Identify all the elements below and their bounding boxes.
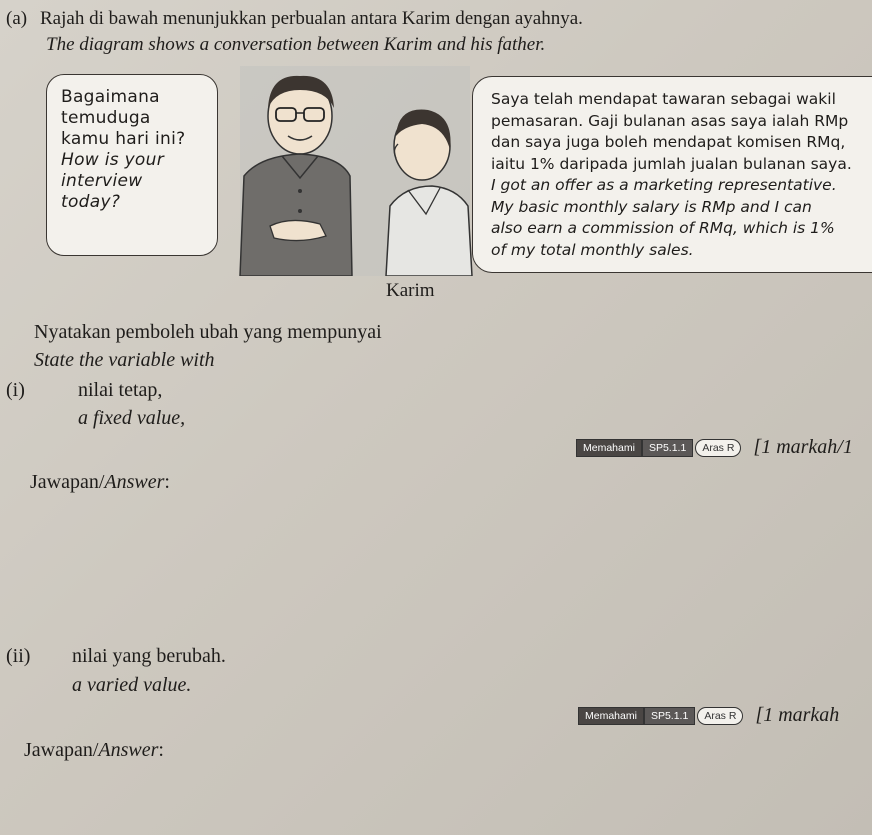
question-header [6, 6, 583, 58]
answer-label-malay: Jawapan/ [24, 739, 99, 761]
part-ii-malay: nilai yang berubah. [72, 645, 226, 667]
skill-tag: Memahami [576, 439, 642, 457]
father-speech-line: kamu hari ini? [61, 129, 186, 149]
karim-speech-line: of my total monthly sales. [491, 240, 694, 259]
father-speech-line: temuduga [61, 108, 151, 128]
part-i-marks: [1 markah/1 [753, 436, 853, 458]
question-label: (a) [6, 8, 28, 29]
karim-speech-bubble [472, 76, 872, 273]
standard-tag: SP5.1.1 [644, 707, 695, 725]
part-i-english: a fixed value, [78, 407, 186, 429]
karim-speech-line: I got an offer as a marketing representative. [491, 176, 837, 194]
answer-label-colon: : [164, 471, 170, 493]
karim-speech-line: iaitu 1% daripada jumlah jualan bulanan saya. [491, 154, 852, 173]
father-and-karim-illustration [200, 66, 490, 276]
part-ii-marks-row [578, 704, 839, 727]
karim-speech-line: Saya telah mendapat tawaran sebagai wakil [491, 90, 836, 108]
karim-speech-line: pemasaran. Gaji bulanan asas saya ialah RMp [491, 111, 849, 130]
level-tag: Aras R [695, 439, 741, 457]
part-i-answer-area[interactable] [30, 500, 850, 630]
answer-label-malay: Jawapan/ [30, 471, 105, 493]
father-speech-line: How is your [61, 150, 165, 170]
karim-caption: Karim [386, 280, 435, 301]
question-text-english: The diagram shows a conversation between Karim and his father. [46, 34, 546, 55]
part-ii-answer-area[interactable] [24, 768, 844, 828]
standard-tag: SP5.1.1 [642, 439, 693, 457]
instruction-malay: Nyatakan pemboleh ubah yang mempunyai [34, 321, 382, 343]
karim-speech-line: My basic monthly salary is RMp and I can [491, 197, 812, 216]
part-ii-english: a varied value. [72, 674, 192, 696]
karim-speech-line: dan saya juga boleh mendapat komisen RMq, [491, 133, 846, 151]
part-ii-marks: [1 markah [755, 704, 840, 726]
part-i-label: (i) [6, 379, 25, 401]
part-i-malay: nilai tetap, [78, 379, 163, 401]
part-ii-answer-label [24, 736, 164, 764]
part-ii-label: (ii) [6, 645, 31, 667]
father-speech-line: today? [61, 192, 121, 212]
answer-label-colon: : [158, 739, 164, 761]
karim-speech-line: also earn a commission of RMq, which is 1% [491, 219, 835, 237]
level-tag: Aras R [697, 707, 743, 725]
part-i-marks-row [576, 436, 853, 459]
answer-label-english: Answer [98, 739, 159, 761]
father-speech-line: interview [61, 171, 143, 191]
answer-label-english: Answer [104, 471, 165, 493]
part-i-answer-label [30, 468, 170, 496]
skill-tag: Memahami [578, 707, 644, 725]
instruction-english: State the variable with [34, 349, 215, 371]
question-text-malay: Rajah di bawah menunjukkan perbualan antara Karim dengan ayahnya. [40, 8, 583, 29]
karim-speech-text [491, 89, 852, 261]
father-speech-bubble [46, 74, 218, 256]
father-speech-text [61, 87, 185, 213]
father-speech-line: Bagaimana [61, 87, 160, 107]
